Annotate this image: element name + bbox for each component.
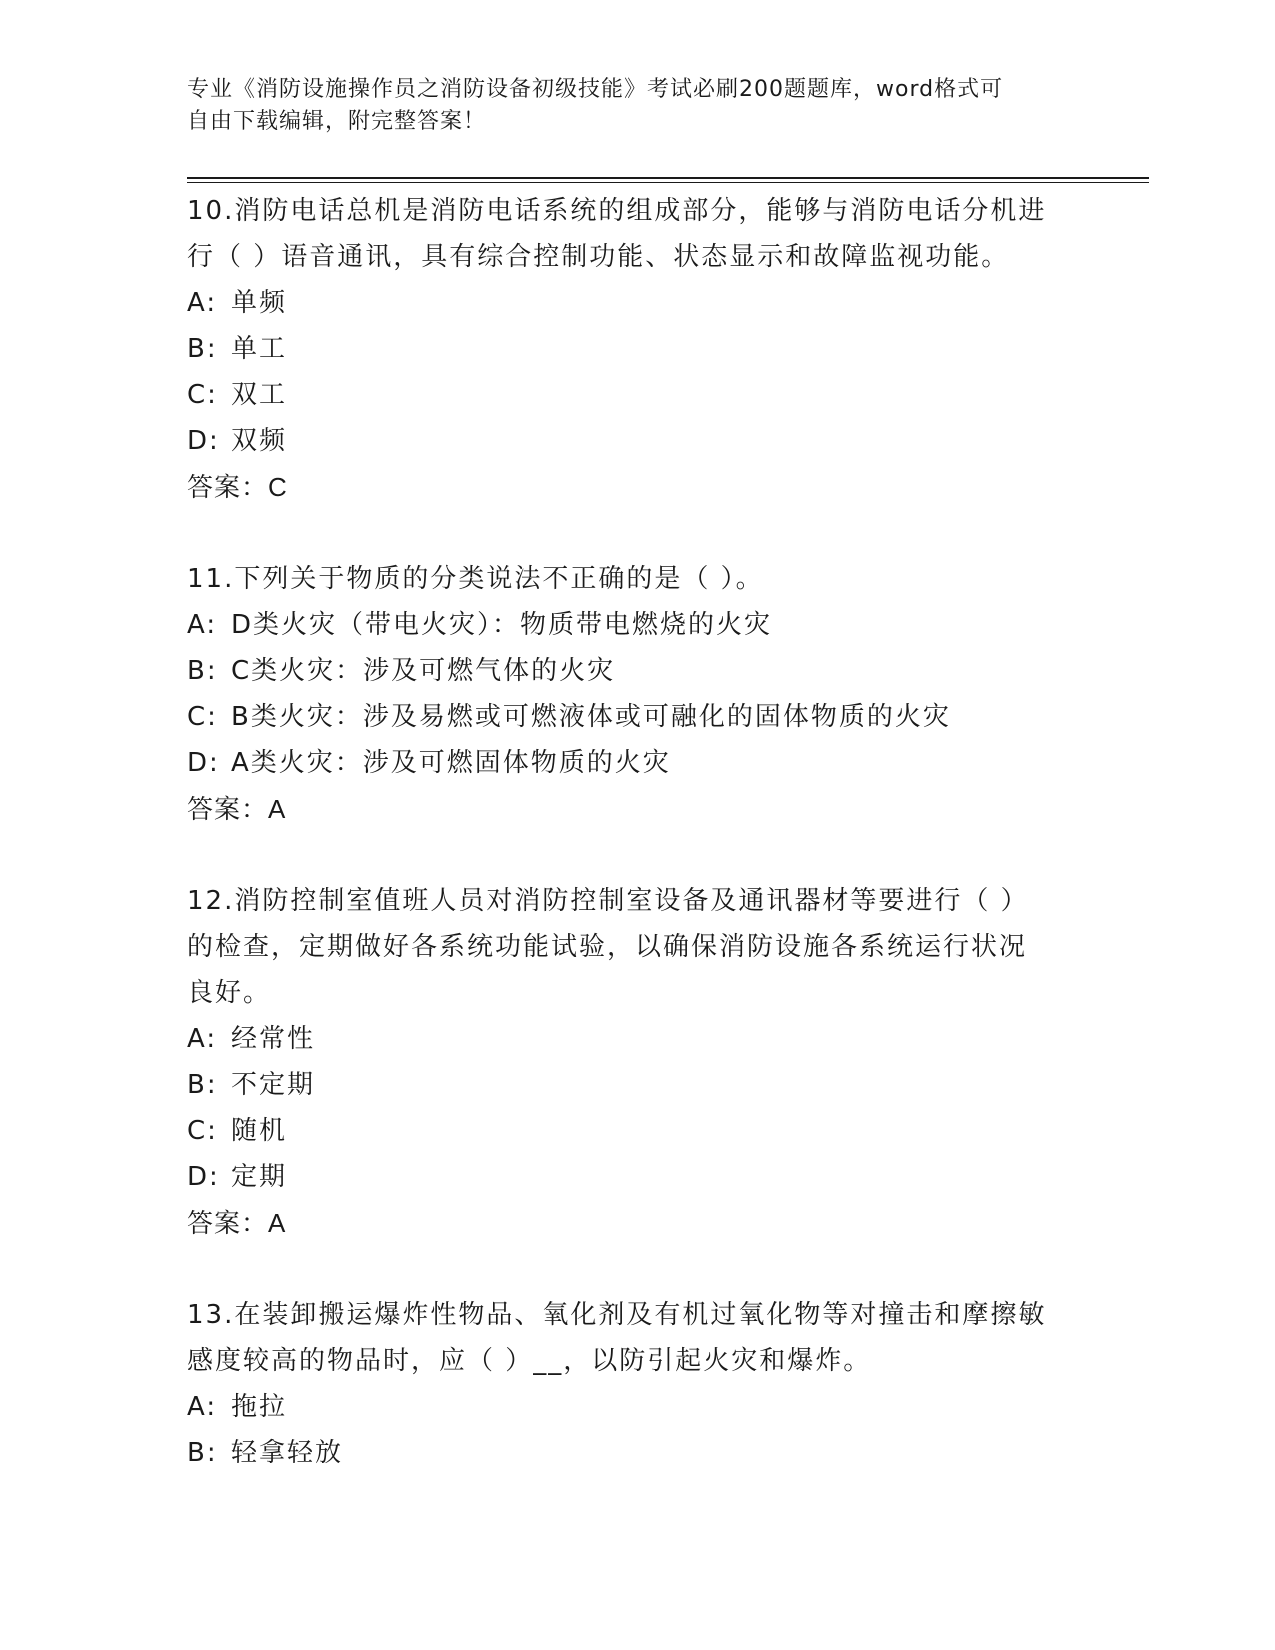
- option-letter: B:: [187, 1438, 218, 1468]
- question-12: [187, 878, 1087, 1246]
- option-a: [187, 602, 1087, 648]
- option-a: [187, 280, 1087, 326]
- option-a: [187, 1016, 1087, 1062]
- header-divider-thin: [187, 182, 1149, 183]
- answer-line: 答案：A: [187, 1208, 287, 1238]
- question-stem-line: 的检查，定期做好各系统功能试验，以确保消防设施各系统运行状况: [187, 932, 1028, 962]
- option-text: A类火灾：涉及可燃固体物质的火灾: [231, 748, 671, 778]
- option-text: 拖拉: [231, 1392, 288, 1422]
- question-stem-line: 12.消防控制室值班人员对消防控制室设备及通讯器材等要进行（ ）: [187, 886, 1029, 916]
- question-stem-line: 行（ ）语音通讯，具有综合控制功能、状态显示和故障监视功能。: [187, 242, 1010, 272]
- option-b: [187, 648, 1087, 694]
- option-letter: A:: [187, 610, 218, 640]
- question-stem-line: 10.消防电话总机是消防电话系统的组成部分，能够与消防电话分机进: [187, 196, 1047, 226]
- question-10: [187, 188, 1087, 510]
- question-11: [187, 556, 1087, 832]
- question-stem-line: 良好。: [187, 978, 272, 1008]
- option-d: [187, 418, 1087, 464]
- option-letter: D:: [187, 1162, 220, 1192]
- option-letter: A:: [187, 288, 218, 318]
- option-text: 轻拿轻放: [231, 1438, 344, 1468]
- option-text: C类火灾：涉及可燃气体的火灾: [231, 656, 616, 686]
- option-text: 随机: [231, 1116, 288, 1146]
- option-c: [187, 1108, 1087, 1154]
- option-text: 经常性: [231, 1024, 316, 1054]
- option-letter: B:: [187, 1070, 218, 1100]
- question-stem-line: 13.在装卸搬运爆炸性物品、氧化剂及有机过氧化物等对撞击和摩擦敏: [187, 1300, 1047, 1330]
- option-b: [187, 326, 1087, 372]
- option-text: 不定期: [231, 1070, 316, 1100]
- option-letter: A:: [187, 1392, 218, 1422]
- header-divider-thick: [187, 177, 1149, 179]
- header-line-1: 专业《消防设施操作员之消防设备初级技能》考试必刷200题题库，word格式可: [187, 77, 1004, 102]
- option-c: [187, 372, 1087, 418]
- option-text: D类火灾（带电火灾）：物质带电燃烧的火灾: [231, 610, 773, 640]
- option-text: 单频: [231, 288, 288, 318]
- option-text: 单工: [231, 334, 288, 364]
- option-text: 双工: [231, 380, 288, 410]
- option-letter: C:: [187, 702, 218, 732]
- option-letter: D:: [187, 426, 220, 456]
- option-d: [187, 1154, 1087, 1200]
- option-c: [187, 694, 1087, 740]
- option-text: 定期: [231, 1162, 288, 1192]
- option-letter: A:: [187, 1024, 218, 1054]
- option-letter: C:: [187, 380, 218, 410]
- document-header: [187, 74, 1087, 138]
- option-text: 双频: [231, 426, 288, 456]
- answer-line: 答案：C: [187, 472, 288, 502]
- option-a: [187, 1384, 1087, 1430]
- question-stem-line: 感度较高的物品时，应（ ）__，以防引起火灾和爆炸。: [187, 1346, 872, 1376]
- option-letter: B:: [187, 334, 218, 364]
- question-13: [187, 1292, 1087, 1476]
- answer-line: 答案：A: [187, 794, 287, 824]
- question-list: [187, 188, 1087, 1476]
- option-text: B类火灾：涉及易燃或可燃液体或可融化的固体物质的火灾: [231, 702, 951, 732]
- question-stem-line: 11.下列关于物质的分类说法不正确的是（ ）。: [187, 564, 764, 594]
- option-letter: C:: [187, 1116, 218, 1146]
- option-letter: B:: [187, 656, 218, 686]
- option-b: [187, 1062, 1087, 1108]
- header-line-2: 自由下载编辑，附完整答案！: [187, 109, 487, 134]
- option-b: [187, 1430, 1087, 1476]
- option-letter: D:: [187, 748, 220, 778]
- option-d: [187, 740, 1087, 786]
